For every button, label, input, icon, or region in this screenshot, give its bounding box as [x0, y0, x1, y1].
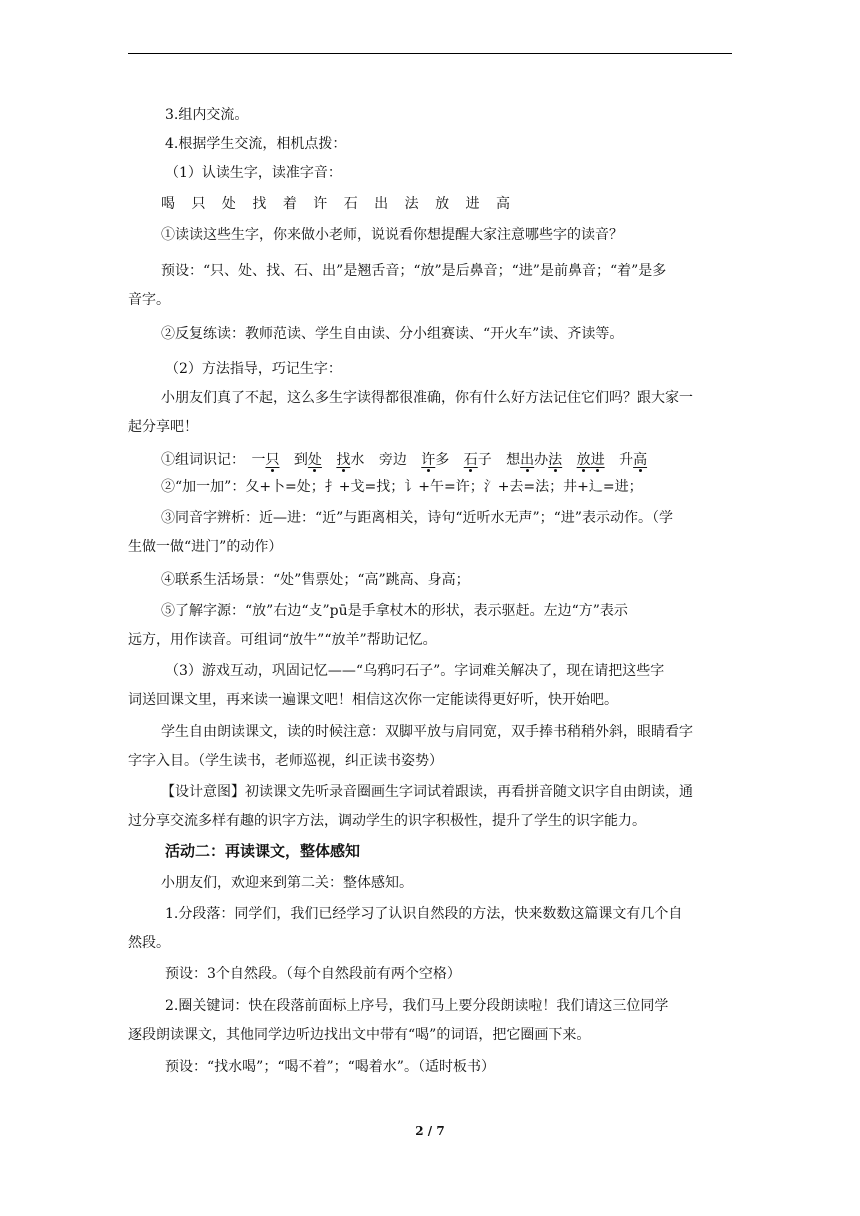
character-list	[161, 194, 510, 214]
character-item: 出	[374, 196, 389, 212]
character-item: 喝	[161, 196, 175, 212]
word-group: 许多	[421, 452, 450, 468]
text-line: 小朋友们真了不起，这么多生字读得都很准确，你有什么好方法记住它们吗？跟大家一	[161, 390, 693, 406]
word-group: 想出办法	[506, 452, 563, 468]
text-line: ③同音字辨析：近—进：“近”与距离相关，诗句“近听水无声”；“进”表示动作。（学	[161, 510, 673, 526]
word-group: 到处	[293, 452, 322, 468]
text-line: 词送回课文里，再来读一遍课文吧！相信这次你一定能读得更好听，快开始吧。	[128, 692, 618, 708]
text-line: 字字入目。（学生读书，老师巡视，纠正读书姿势）	[128, 753, 443, 769]
text-line: 学生自由朗读课文，读的时候注意：双脚平放与肩同宽，双手捧书稍稍外斜，眼睛看字	[161, 724, 693, 740]
text-line: 预设：3个自然段。（每个自然段前有两个空格）	[165, 966, 461, 982]
character-item: 找	[252, 196, 267, 212]
character-item: 只	[191, 196, 206, 212]
text-line: 预设：“只、处、找、石、出”是翘舌音；“放”是后鼻音；“进”是前鼻音；“着”是多	[161, 263, 667, 279]
character-item: 放	[435, 196, 450, 212]
character-item: 着	[282, 196, 297, 212]
text-line: 过分享交流多样有趣的识字方法，调动学生的识字积极性，提升了学生的识字能力。	[128, 813, 646, 829]
character-item: 石	[343, 196, 358, 212]
text-line: 逐段朗读课文，其他同学边听边找出文中带有“喝”的词语，把它圈画下来。	[128, 1027, 591, 1043]
text-line: 生做一做“进门”的动作）	[128, 539, 283, 555]
text-line: 远方，用作读音。可组词“放牛”“放羊”帮助记忆。	[128, 632, 437, 648]
text-line: （3）游戏互动，巩固记忆——“乌鸦叼石子”。字词难关解决了，现在请把这些字	[165, 663, 665, 679]
word-group: 找水	[336, 452, 365, 468]
text-line: 4.根据学生交流，相机点拨：	[165, 136, 347, 152]
text-line: ②“加一加”：夂+卜=处；扌+戈=找；讠+午=许；氵+去=法；井+辶=进；	[161, 479, 643, 495]
text-line: 2.圈关键词：快在段落前面标上序号，我们马上要分段朗读啦！我们请这三位同学	[165, 998, 669, 1014]
word-group: 旁边	[378, 452, 407, 468]
word-group: 一只	[251, 452, 280, 468]
character-item: 许	[313, 196, 328, 212]
text-line: 音字。	[128, 292, 170, 308]
page-number: 2 / 7	[415, 1124, 445, 1138]
character-item: 处	[221, 196, 236, 212]
design-intent-line: 【设计意图】初读课文先听录音圈画生字词试着跟读，再看拼音随文识字自由朗读，通	[161, 784, 693, 800]
header-rule	[128, 53, 732, 54]
word-group: 石子	[463, 452, 492, 468]
text-line: ⑤了解字源：“放”右边“攴”pū是手拿杖木的形状，表示驱赶。左边“方”表示	[161, 603, 628, 619]
text-line: ②反复练读：教师范读、学生自由读、分小组赛读、“开火车”读、齐读等。	[161, 326, 624, 342]
text-line: 然段。	[128, 935, 170, 951]
character-item: 法	[404, 196, 419, 212]
text-line: 1.分段落：同学们，我们已经学习了认识自然段的方法，快来数数这篇课文有几个自	[165, 906, 683, 922]
text-line: ①读读这些生字，你来做小老师，说说看你想提醒大家注意哪些字的读音？	[161, 227, 623, 243]
text-line: 小朋友们，欢迎来到第二关：整体感知。	[161, 875, 413, 891]
word-group: 放进	[576, 452, 605, 468]
text-line: （1）认读生字，读准字音：	[165, 165, 342, 181]
character-item: 进	[465, 196, 480, 212]
word-groups-label: ①组词识记：	[161, 452, 245, 468]
word-groups-line	[161, 450, 647, 470]
text-line: 3.组内交流。	[165, 107, 249, 123]
text-line: （2）方法指导，巧记生字：	[165, 361, 342, 377]
character-item: 高	[495, 196, 510, 212]
text-line: ④联系生活场景：“处”售票处；“高”跳高、身高；	[161, 572, 470, 588]
text-line: 预设：“找水喝”；“喝不着”；“喝着水”。（适时板书）	[165, 1059, 495, 1075]
text-line: 起分享吧！	[128, 419, 198, 435]
section-heading: 活动二：再读课文，整体感知	[165, 842, 361, 860]
word-group: 升高	[619, 452, 648, 468]
